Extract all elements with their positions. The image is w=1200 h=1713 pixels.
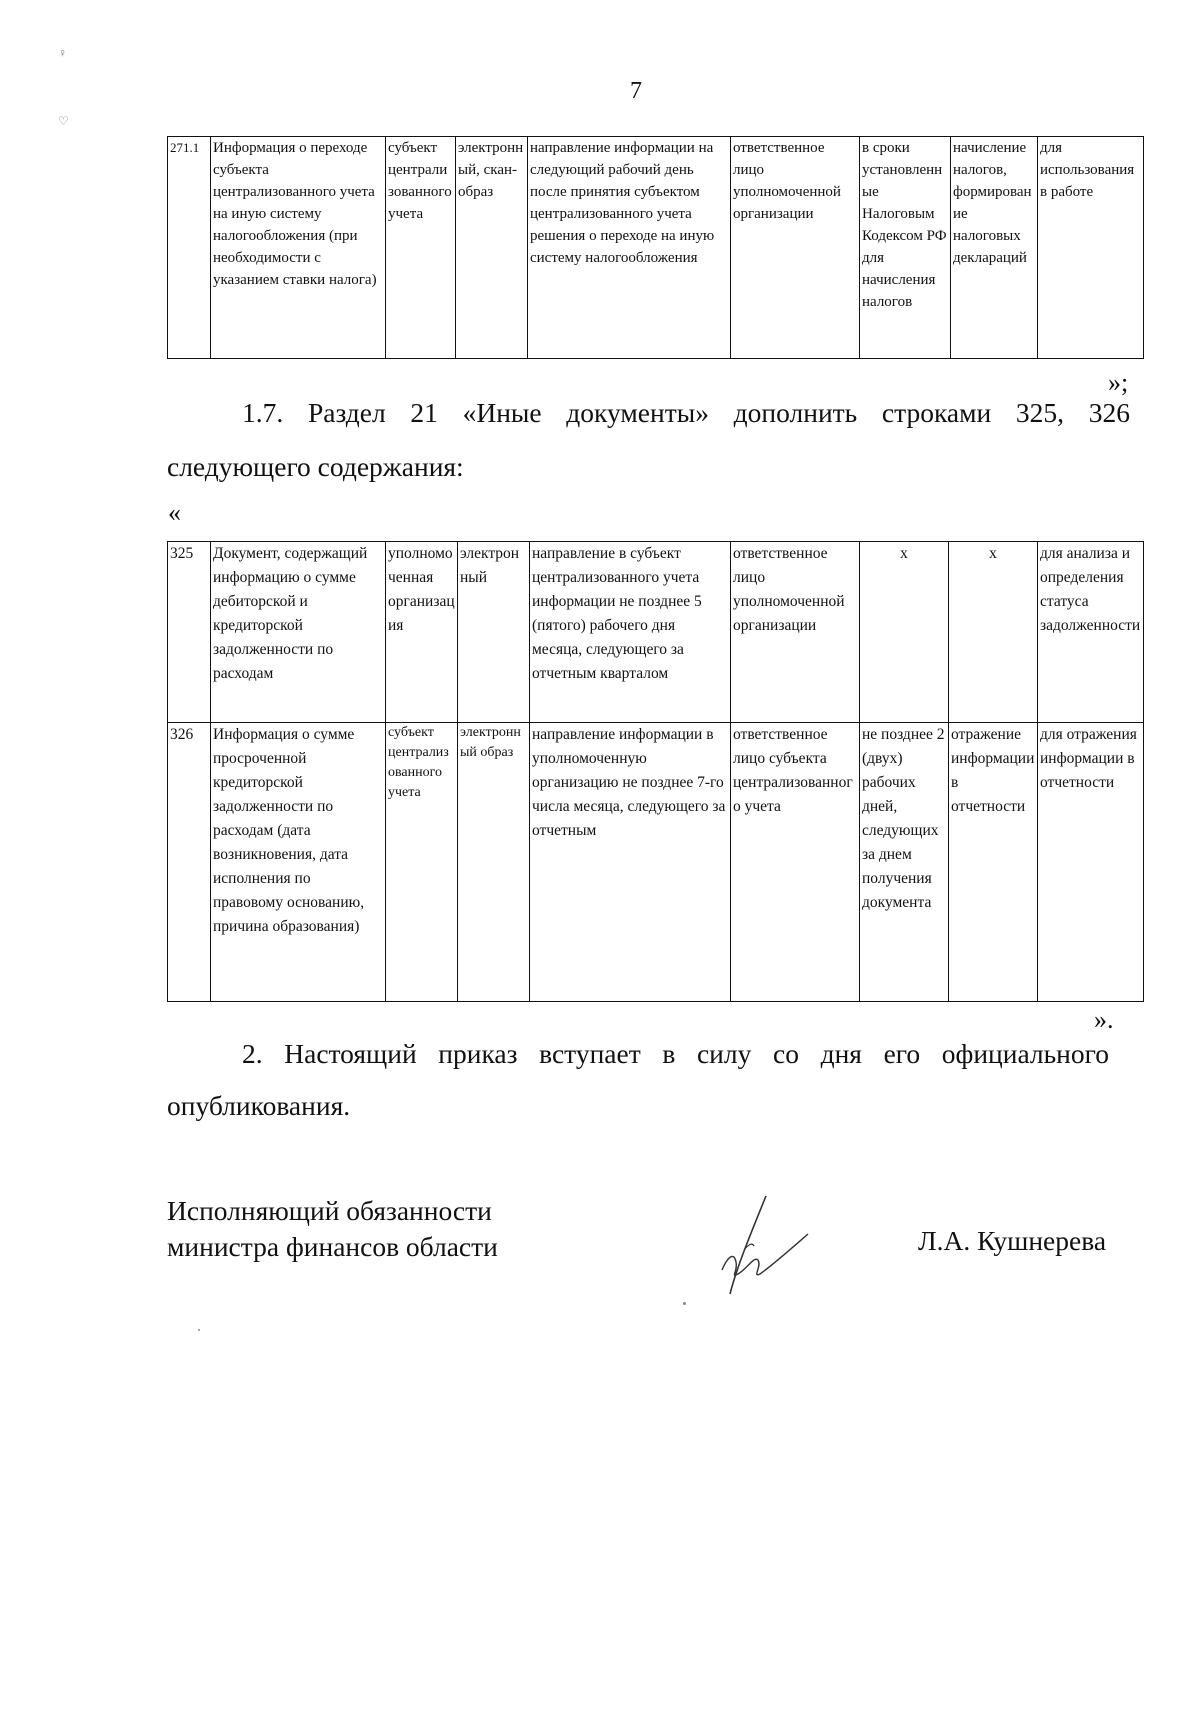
document-purpose: для анализа и определения статуса задолженности	[1038, 542, 1144, 723]
signer-name: Л.А. Кушнерева	[918, 1225, 1107, 1256]
page-number: 7	[630, 78, 642, 104]
submission-deadline: направление информации на следующий рабочий день после принятия субъектом централизованного учета решения о переходе на иную систему налогообложения	[528, 137, 731, 359]
paragraph-tail: опубликования.	[167, 1090, 351, 1121]
signer-position	[167, 1193, 498, 1265]
table-row	[168, 723, 1144, 1002]
document-originator: субъект централизованного учета	[386, 137, 456, 359]
document-usage: отражение информации в отчетности	[949, 723, 1038, 1002]
table-row	[168, 137, 1144, 359]
storage-period: не позднее 2 (двух) рабочих дней, следующих за днем получения документа	[860, 723, 949, 1002]
document-name: Документ, содержащий информацию о сумме дебиторской и кредиторской задолженности по расходам	[211, 542, 386, 723]
signer-position-line: министра финансов области	[167, 1231, 498, 1262]
document-originator: уполномоченная организация	[386, 542, 458, 723]
document-usage: начисление налогов, формирование налоговых деклараций	[951, 137, 1038, 359]
responsible-person: ответственное лицо уполномоченной организации	[731, 137, 860, 359]
handwritten-signature	[708, 1190, 818, 1300]
effective-date-paragraph	[167, 1027, 1109, 1081]
signature-stroke	[722, 1234, 808, 1275]
document-format: электронный образ	[458, 723, 530, 1002]
document-format: электронный	[458, 542, 530, 723]
responsible-person: ответственное лицо субъекта централизованного учета	[731, 723, 860, 1002]
document-purpose: для использования в работе	[1038, 137, 1144, 359]
scan-mark-top: ♀	[58, 46, 67, 60]
paragraph-tail: следующего содержания:	[167, 451, 464, 482]
document-format: электронный, скан-образ	[456, 137, 528, 359]
document-purpose: для отражения информации в отчетности	[1038, 723, 1144, 1002]
scan-speck	[683, 1302, 686, 1305]
paragraph-line: 1.7. Раздел 21 «Иные документы» дополнить строками 325, 326	[242, 397, 1130, 428]
storage-period: в сроки установленные Налоговым Кодексом РФ для начисления налогов	[860, 137, 951, 359]
scan-mark-side: ♡	[58, 114, 69, 128]
registry-table-new-rows	[167, 541, 1144, 1002]
scan-speck	[198, 1329, 200, 1331]
signature-stroke	[730, 1196, 766, 1294]
submission-deadline: направление информации в уполномоченную организацию не позднее 7-го числа месяца, следующего за отчетным	[530, 723, 731, 1002]
paragraph-line: 2. Настоящий приказ вступает в силу со дня его официального	[242, 1038, 1109, 1069]
signer-position-line: Исполняющий обязанности	[167, 1195, 492, 1226]
row-number: 325	[168, 542, 211, 723]
submission-deadline: направление в субъект централизованного учета информации не позднее 5 (пятого) рабочего дня месяца, следующего за отчетным кварталом	[530, 542, 731, 723]
storage-period: х	[860, 542, 949, 723]
amendment-paragraph-1-7	[167, 386, 1130, 440]
document-originator: субъект централизованного учета	[386, 723, 458, 1002]
row-number: 326	[168, 723, 211, 1002]
closing-quote-2: ».	[1094, 1005, 1114, 1034]
closing-quote-1: »;	[1108, 368, 1129, 397]
document-usage: х	[949, 542, 1038, 723]
document-name: Информация о переходе субъекта централизованного учета на иную систему налогообложения (при необходимости с указанием ставки налога)	[211, 137, 386, 359]
opening-quote-2: «	[168, 498, 181, 527]
responsible-person: ответственное лицо уполномоченной организации	[731, 542, 860, 723]
table-row	[168, 542, 1144, 723]
registry-table-continuation	[167, 136, 1144, 359]
row-number: 271.1	[168, 137, 211, 359]
document-name: Информация о сумме просроченной кредиторской задолженности по расходам (дата возникновения, дата исполнения по правовому основанию, причина образования)	[211, 723, 386, 1002]
